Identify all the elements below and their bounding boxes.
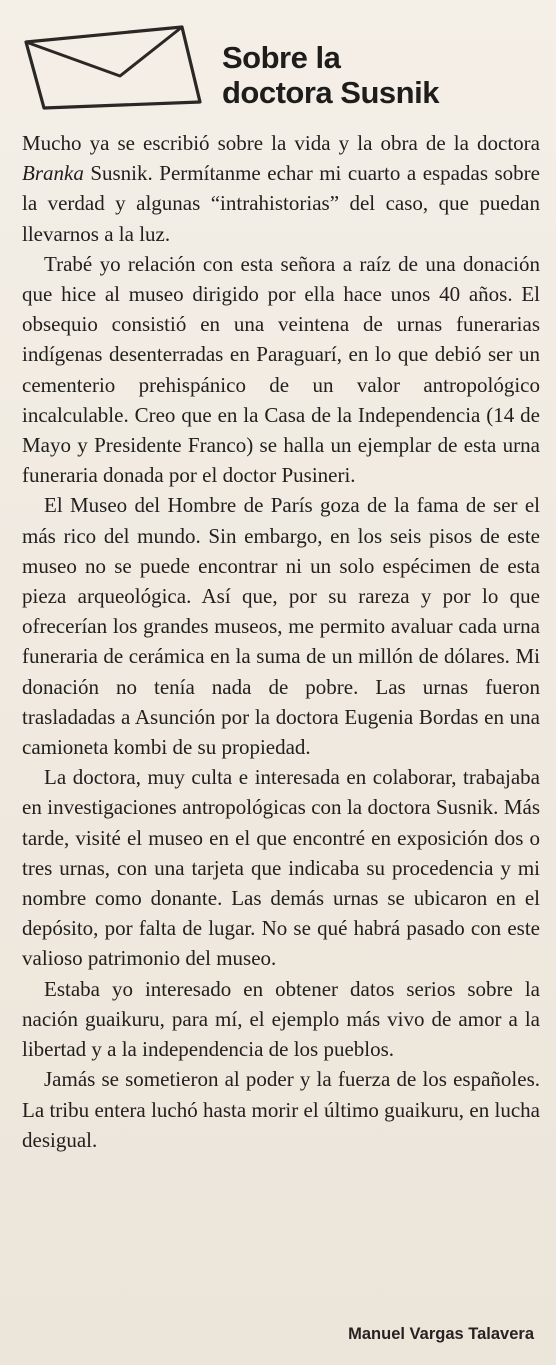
paragraph-5: Estaba yo interesado en obtener datos serios sobre la nación guaikuru, para mí, el ejemplo más vivo de amor a la libertad y a la independencia de los pueblos. <box>22 976 540 1062</box>
paragraph-4: La doctora, muy culta e interesada en colaborar, trabajaba en investigaciones antropológicas con la doctora Susnik. Más tarde, visité el museo en el que encontré en exposición dos o tres urnas, con una tarjeta que indicaba su procedencia y mi nombre como donante. Las demás urnas se ubicaron en el depósito, por falta de lugar. No se qué habrá pasado con este valioso patrimonio del museo. <box>22 765 540 971</box>
page-title <box>222 40 439 110</box>
title-line-2: doctora Susnik <box>222 75 439 110</box>
paragraph-1-end: Susnik. Permítanme echar mi cuarto a espadas sobre la verdad y algunas “intrahistorias” del caso, que puedan llevarnos a la luz. <box>22 161 540 246</box>
italic-name: Branka <box>22 161 84 186</box>
envelope-icon <box>22 24 206 110</box>
letter-body <box>22 128 540 1155</box>
paragraph-6: Jamás se sometieron al poder y la fuerza de los españoles. La tribu entera luchó hasta morir el último guaikuru, en lucha desigual. <box>22 1067 540 1152</box>
paragraph-2: Trabé yo relación con esta señora a raíz de una donación que hice al museo dirigido por ella hace unos 40 años. El obsequio consistió en una veintena de urnas funerarias indígenas desenterradas en Paraguarí, en lo que debió ser un cementerio prehispánico de un valor antropológico incalculable. Creo que en la Casa de la Independencia (14 de Mayo y Presidente Franco) se halla un ejemplar de esta urna funeraria donada por el doctor Pusineri. <box>22 251 540 488</box>
author-signature: Manuel Vargas Talavera <box>348 1325 534 1343</box>
title-line-1: Sobre la <box>222 40 341 75</box>
paragraph-1 <box>22 128 540 249</box>
letter-header <box>18 14 538 114</box>
paragraph-3: El Museo del Hombre de París goza de la fama de ser el más rico del mundo. Sin embargo, en los seis pisos de este museo no se puede encontrar ni un solo espécimen de esta pieza arqueológica. Así que, por su rareza y por lo que ofrecerían los grandes museos, me permito avaluar cada urna funeraria de cerámica en la suma de un millón de dólares. Mi donación no tenía nada de pobre. Las urnas fueron trasladadas a Asunción por la doctora Eugenia Bordas en una camioneta kombi de su propiedad. <box>22 493 540 760</box>
paragraph-1-start: Mucho ya se escribió sobre la vida y la obra de la doctora <box>22 131 540 155</box>
